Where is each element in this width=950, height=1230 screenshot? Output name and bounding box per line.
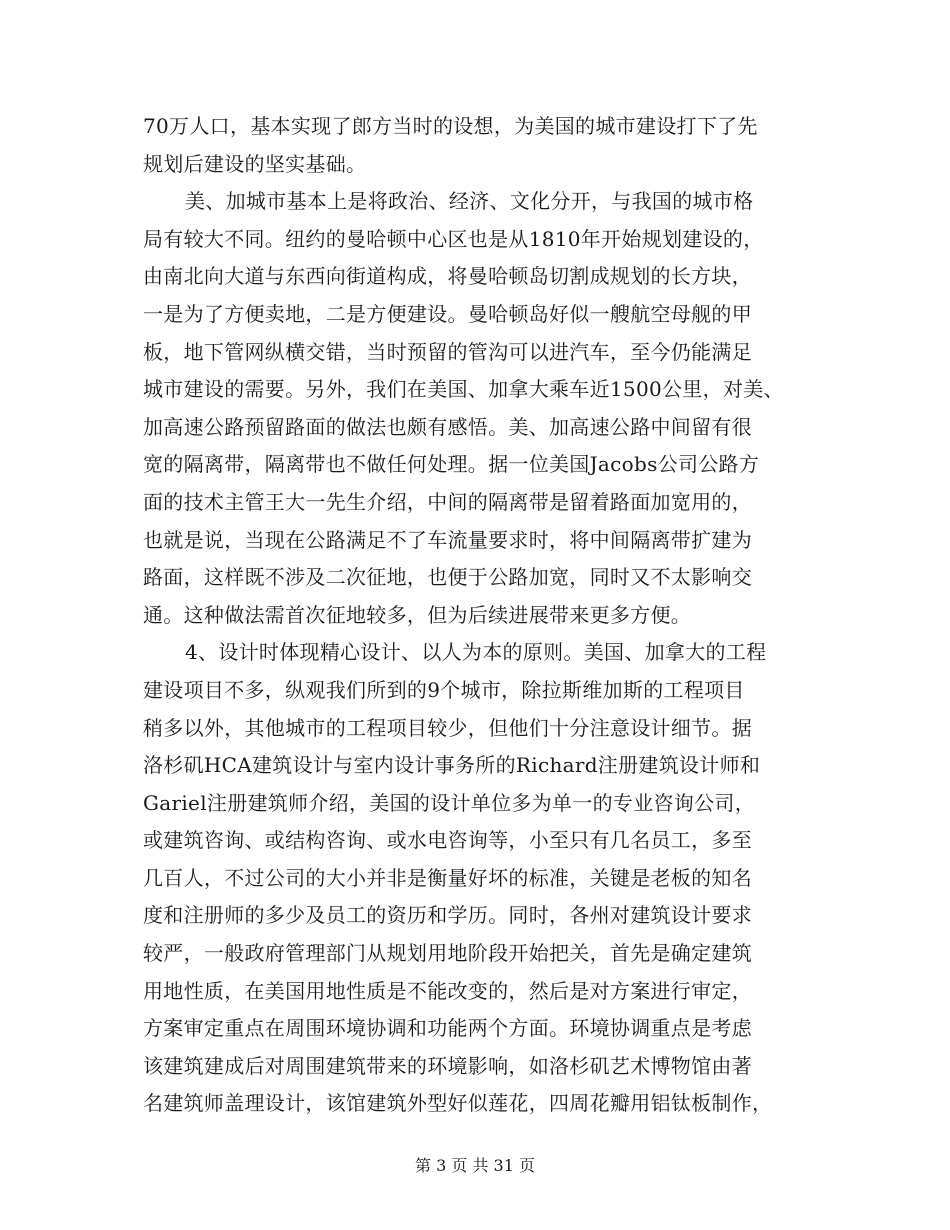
text-line: 该建筑建成后对周围建筑带来的环境影响，如洛杉矶艺术博物馆由著 [143,1053,752,1078]
text-line: 城市建设的需要。另外，我们在美国、加拿大乘车近1500公里，对美、 [143,377,784,402]
text-line: 路面，这样既不涉及二次征地，也便于公路加宽，同时又不太影响交 [143,565,752,590]
text-line: 由南北向大道与东西向街道构成，将曼哈顿岛切割成规划的长方块， [143,264,752,289]
text-line: 面的技术主管王大一先生介绍，中间的隔离带是留着路面加宽用的， [143,489,752,514]
text-line: 方案审定重点在周围环境协调和功能两个方面。环境协调重点是考虑 [143,1016,752,1041]
text-line: 通。这种做法需首次征地较多，但为后续进展带来更多方便。 [143,602,692,627]
body-text [143,108,811,1123]
text-line: 规划后建设的坚实基础。 [143,151,367,176]
text-line: 加高速公路预留路面的做法也颇有感悟。美、加高速公路中间留有很 [143,414,752,439]
text-line: 建设项目不多，纵观我们所到的9个城市，除拉斯维加斯的工程项目 [143,677,745,702]
paragraph-start-line: 美、加城市基本上是将政治、经济、文化分开，与我国的城市格 [185,189,754,214]
text-line: 几百人，不过公司的大小并非是衡量好坏的标准，关键是老板的知名 [143,865,752,890]
text-line: 洛杉矶HCA建筑设计与室内设计事务所的Richard注册建筑设计师和 [143,753,761,778]
text-line: 一是为了方便卖地，二是方便建设。曼哈顿岛好似一艘航空母舰的甲 [143,301,752,326]
text-line: 稍多以外，其他城市的工程项目较少，但他们十分注意设计细节。据 [143,715,752,740]
page-number-footer: 第 3 页 共 31 页 [415,1156,535,1175]
text-line: 较严，一般政府管理部门从规划用地阶段开始把关，首先是确定建筑 [143,941,752,966]
paragraph-start-line: 4、设计时体现精心设计、以人为本的原则。美国、加拿大的工程 [185,640,767,665]
text-line: 板，地下管网纵横交错，当时预留的管沟可以进汽车，至今仍能满足 [143,339,752,364]
text-line: 度和注册师的多少及员工的资历和学历。同时，各州对建筑设计要求 [143,903,752,928]
text-line: 局有较大不同。纽约的曼哈顿中心区也是从1810年开始规划建设的， [143,226,764,251]
text-line: 宽的隔离带，隔离带也不做任何处理。据一位美国Jacobs公司公路方 [143,452,760,477]
text-line: 名建筑师盖理设计，该馆建筑外型好似莲花，四周花瓣用铝钛板制作， [143,1091,773,1116]
text-line: 用地性质，在美国用地性质是不能改变的，然后是对方案进行审定， [143,978,752,1003]
text-line: 70万人口，基本实现了郎方当时的设想，为美国的城市建设打下了先 [143,114,758,138]
text-line: 或建筑咨询、或结构咨询、或水电咨询等，小至只有几名员工，多至 [143,828,752,853]
text-line: 也就是说，当现在公路满足不了车流量要求时，将中间隔离带扩建为 [143,527,752,552]
text-line: Gariel注册建筑师介绍，美国的设计单位多为单一的专业咨询公司， [143,790,755,815]
